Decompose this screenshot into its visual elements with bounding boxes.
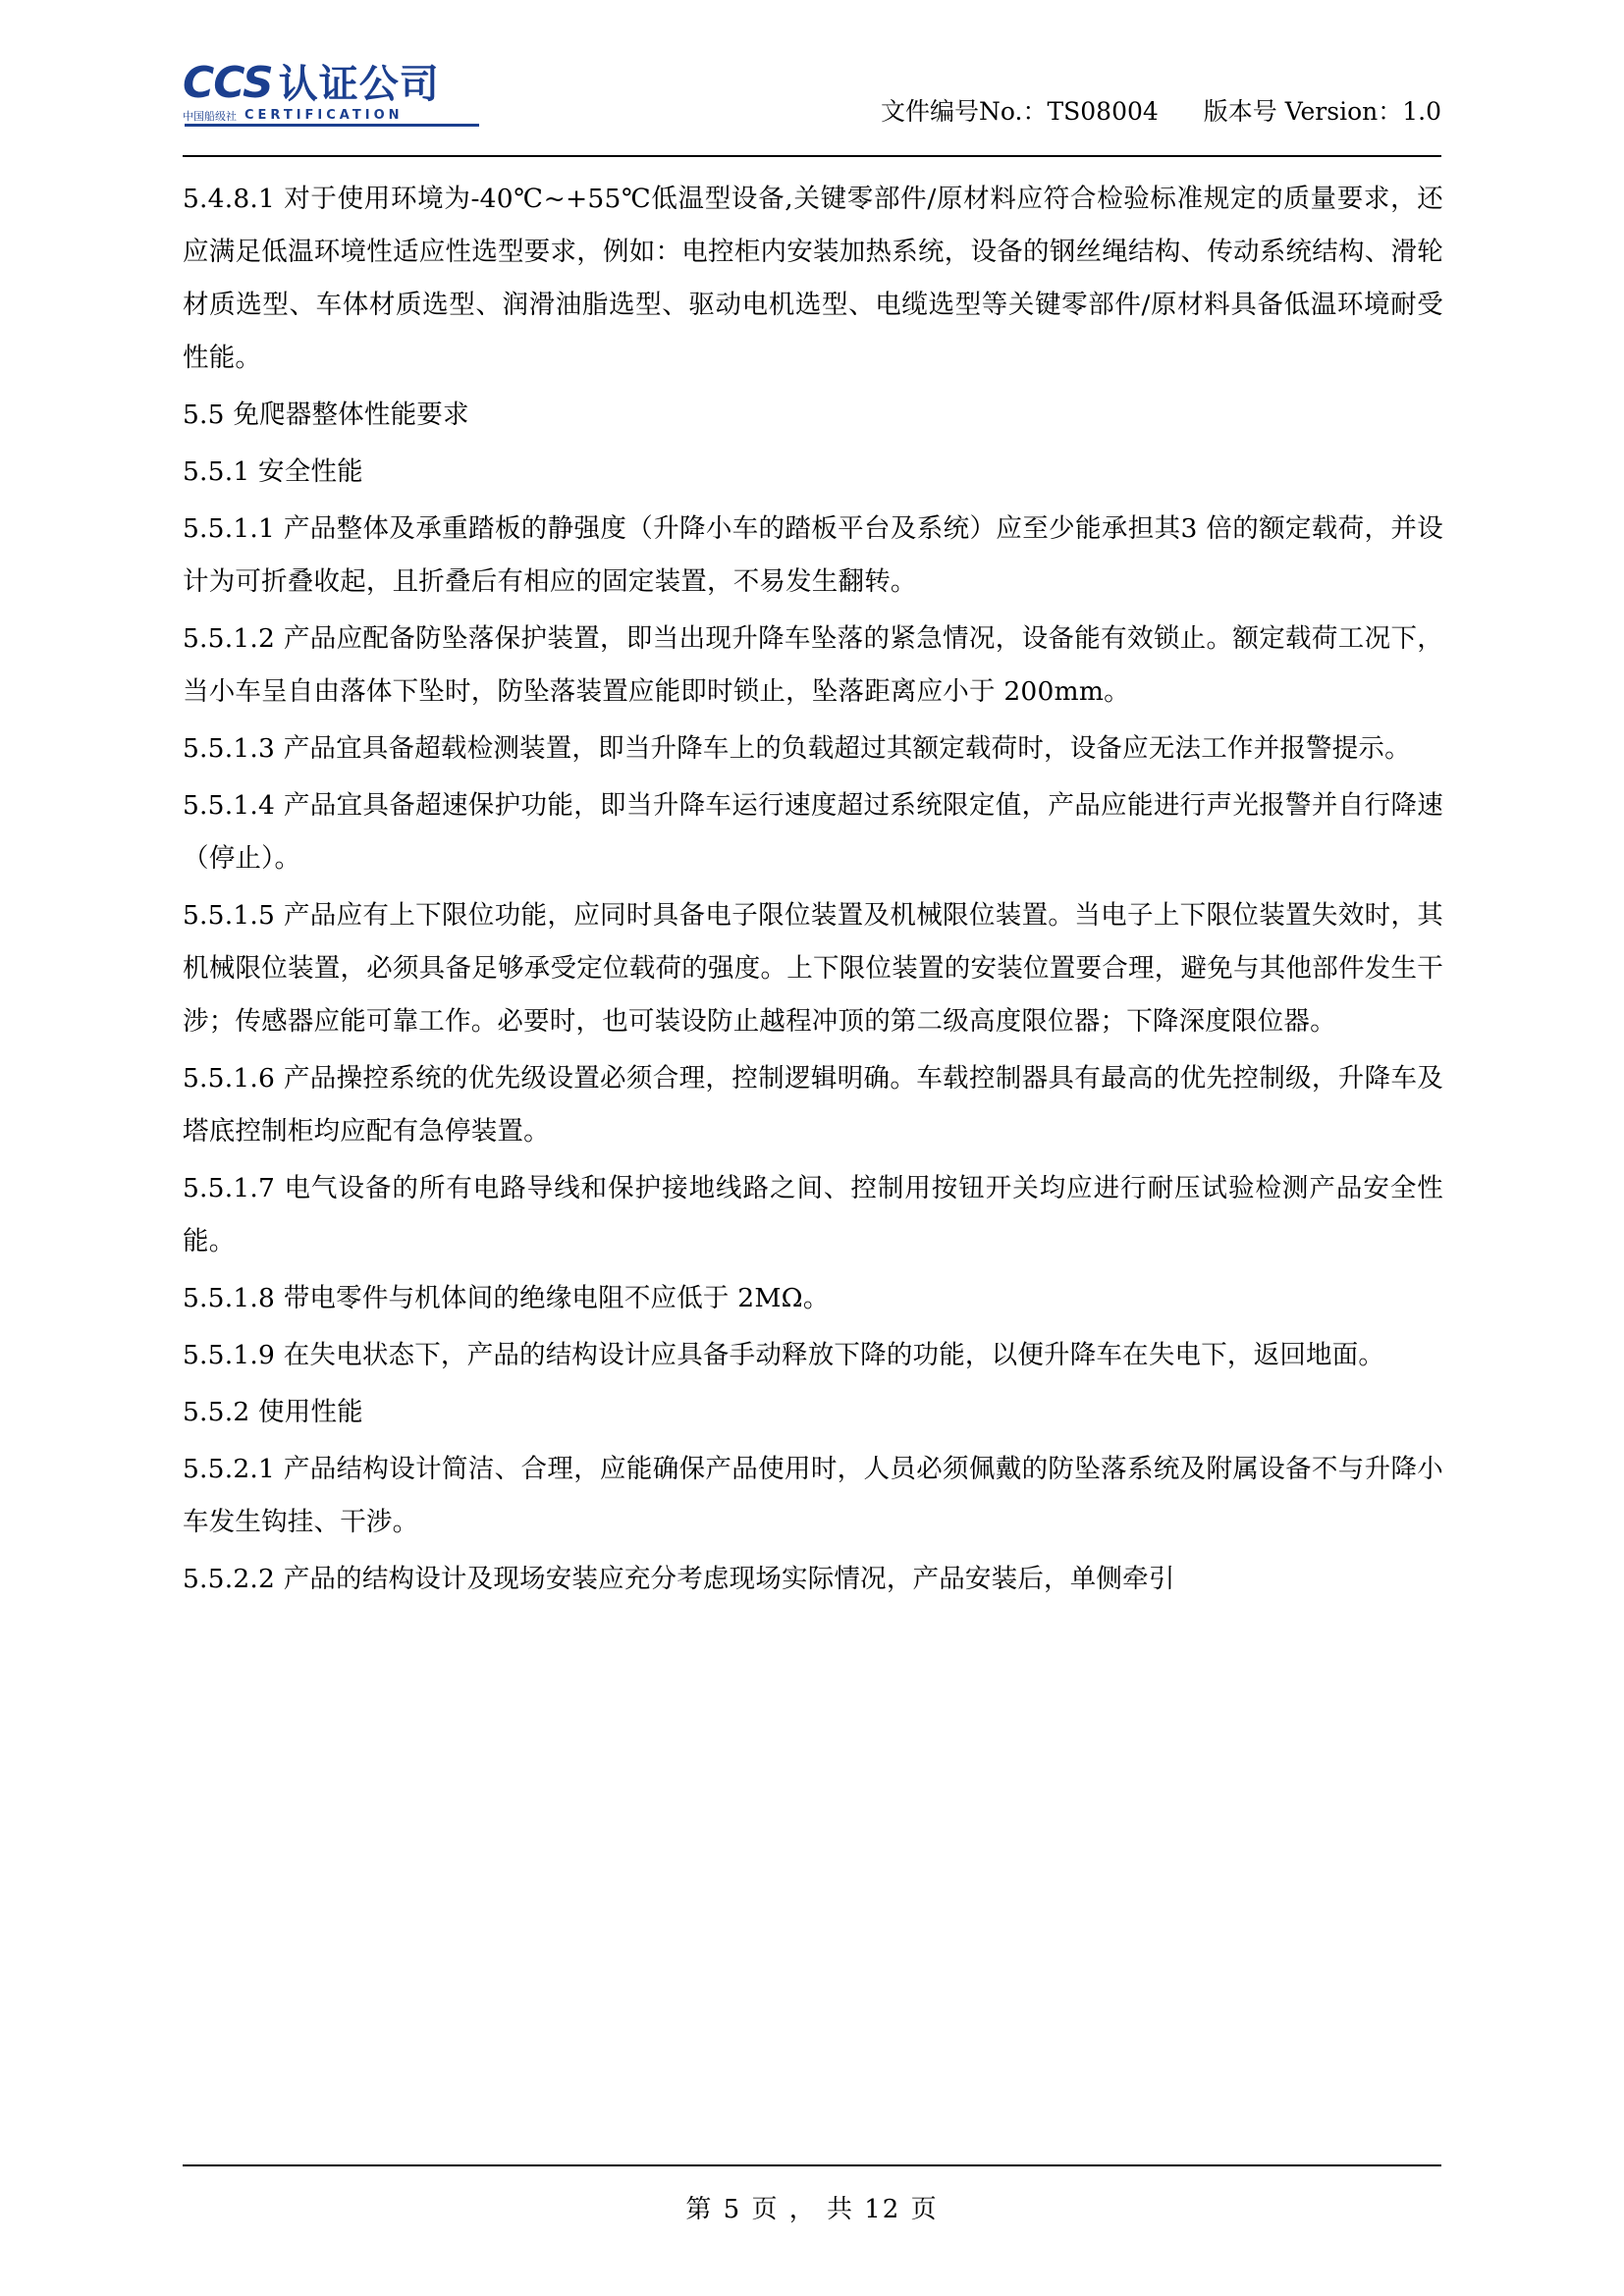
paragraph: 5.5 免爬器整体性能要求	[183, 400, 469, 430]
paragraph: 5.5.1.9 在失电状态下，产品的结构设计应具备手动释放下降的功能，以便升降车在失电下，返回地面。	[183, 1340, 1385, 1370]
paragraph: 5.5.1 安全性能	[183, 456, 363, 487]
ccs-logo	[183, 58, 482, 132]
paragraph: 5.5.2.1 产品结构设计简洁、合理，应能确保产品使用时，人员必须佩戴的防坠落系统及附属设备不与升降小车发生钩挂、干涉。	[183, 1454, 1443, 1537]
paragraph: 5.4.8.1 对于使用环境为-40℃~+55℃低温型设备,关键零部件/原材料应符合检验标准规定的质量要求，还应满足低温环境性适应性选型要求，例如：电控柜内安装加热系统，设备的钢丝绳结构、传动系统结构、滑轮材质选型、车体材质选型、润滑油脂选型、驱动电机选型、电缆选型等关键零部件/原材料具备低温环境耐受性能。	[183, 184, 1443, 373]
page-header	[183, 58, 1441, 151]
logo-ccs-text: CCS	[183, 58, 273, 108]
logo-underline	[185, 124, 479, 127]
logo-cn-text: 认证公司	[278, 62, 440, 107]
paragraph: 5.5.1.3 产品宜具备超载检测装置，即当升降车上的负载超过其额定载荷时，设备应无法工作并报警提示。	[183, 733, 1411, 764]
paragraph: 5.5.1.7 电气设备的所有电路导线和保护接地线路之间、控制用按钮开关均应进行耐压试验检测产品安全性能。	[183, 1173, 1443, 1256]
doc-no-value: TS08004	[1047, 97, 1159, 126]
paragraph: 5.5.1.6 产品操控系统的优先级设置必须合理，控制逻辑明确。车载控制器具有最高的优先控制级，升降车及塔底控制柜均应配有急停装置。	[183, 1063, 1443, 1147]
footer-divider	[183, 2164, 1441, 2166]
logo-subtitle-row	[183, 109, 482, 123]
paragraph: 5.5.1.1 产品整体及承重踏板的静强度（升降小车的踏板平台及系统）应至少能承担其3 倍的额定载荷，并设计为可折叠收起，且折叠后有相应的固定装置，不易发生翻转。	[183, 513, 1443, 597]
paragraph: 5.5.2 使用性能	[183, 1397, 363, 1427]
paragraph: 5.5.1.5 产品应有上下限位功能，应同时具备电子限位装置及机械限位装置。当电子上下限位装置失效时，其机械限位装置，必须具备足够承受定位载荷的强度。上下限位装置的安装位置要合理，避免与其他部件发生干涉；传感器应能可靠工作。必要时，也可装设防止越程冲顶的第二级高度限位器；下降深度限位器。	[183, 900, 1443, 1037]
doc-no-label: 文件编号No.：	[881, 97, 1048, 126]
page-footer: 第 5 页 ， 共 12 页	[685, 2195, 939, 2224]
paragraph: 5.5.1.2 产品应配备防坠落保护装置，即当出现升降车坠落的紧急情况，设备能有效锁止。额定载荷工况下，当小车呈自由落体下坠时，防坠落装置应能即时锁止，坠落距离应小于 200mm。	[183, 623, 1443, 707]
logo-en-subtitle: CERTIFICATION	[244, 108, 404, 123]
version-value: 1.0	[1402, 97, 1441, 126]
paragraph: 5.5.2.2 产品的结构设计及现场安装应充分考虑现场实际情况，产品安装后，单侧牵引	[183, 1564, 1175, 1594]
header-divider	[183, 155, 1441, 157]
paragraph: 5.5.1.4 产品宜具备超速保护功能，即当升降车运行速度超过系统限定值，产品应能进行声光报警并自行降速（停止）。	[183, 790, 1443, 874]
version-label: 版本号 Version：	[1203, 97, 1403, 126]
paragraph: 5.5.1.8 带电零件与机体间的绝缘电阻不应低于 2MΩ。	[183, 1283, 830, 1313]
header-doc-info	[881, 92, 1441, 128]
document-body	[183, 173, 1443, 1610]
logo-cn-subtitle: 中国船级社	[183, 110, 237, 123]
